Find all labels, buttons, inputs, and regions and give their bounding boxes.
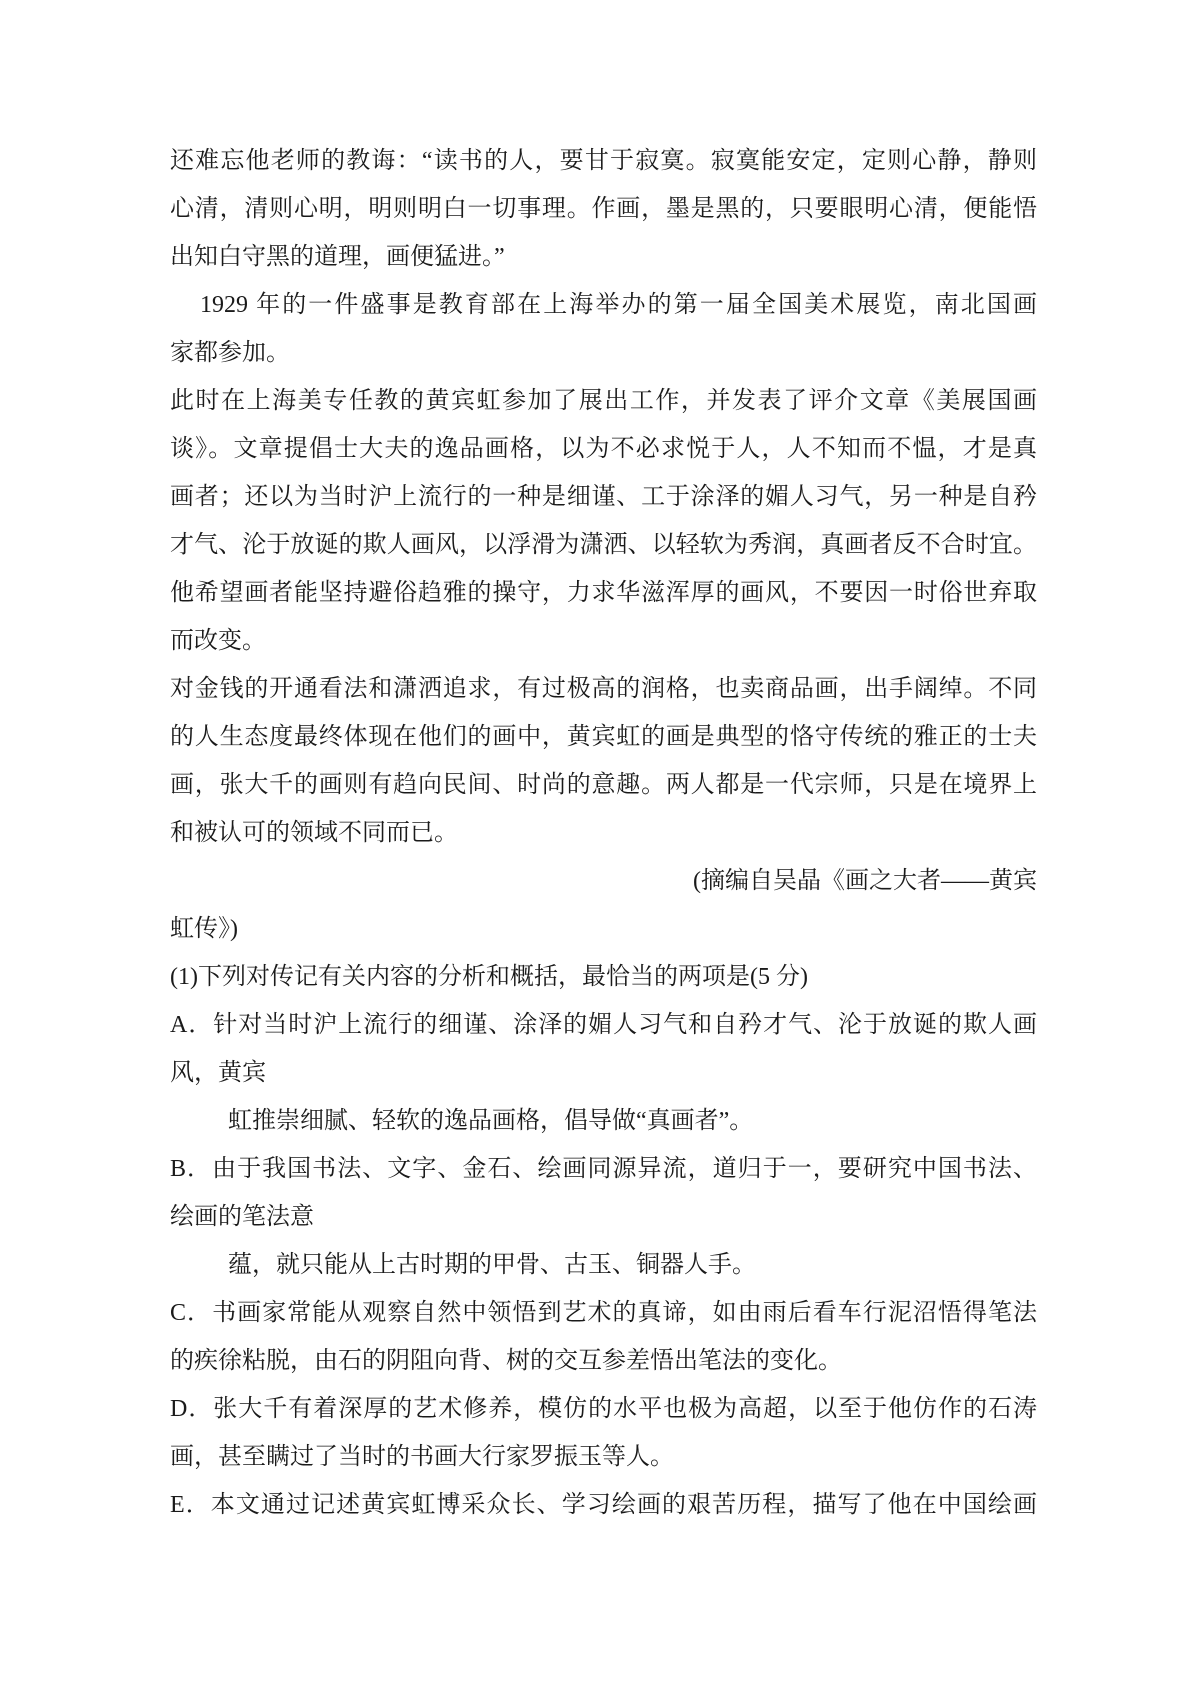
option-d-line: 画，甚至瞒过了当时的书画大行家罗振玉等人。 bbox=[170, 1444, 674, 1470]
passage-line: 他希望画者能坚持避俗趋雅的操守，力求华滋浑厚的画风，不要因一时俗世弃取 bbox=[170, 580, 1037, 606]
option-d-line: D．张大千有着深厚的艺术修养，模仿的水平也极为高超，以至于他仿作的石涛 bbox=[170, 1396, 1037, 1422]
passage-line: 此时在上海美专任教的黄宾虹参加了展出工作，并发表了评介文章《美展国画 bbox=[170, 388, 1037, 414]
option-b-line: 绘画的笔法意 bbox=[170, 1204, 314, 1230]
passage-line: 才气、沦于放诞的欺人画风，以浮滑为潇洒、以轻软为秀润，真画者反不合时宜。 bbox=[170, 532, 1037, 558]
option-c-line: C．书画家常能从观察自然中领悟到艺术的真谛，如由雨后看车行泥沼悟得笔法 bbox=[170, 1300, 1037, 1326]
option-b-line: B．由于我国书法、文字、金石、绘画同源异流，道归于一，要研究中国书法、 bbox=[170, 1156, 1037, 1182]
passage-line: 家都参加。 bbox=[170, 340, 290, 366]
attribution-line: 虹传》) bbox=[170, 916, 238, 942]
option-b-line: 蕴，就只能从上古时期的甲骨、古玉、铜器人手。 bbox=[228, 1252, 756, 1278]
passage-line: 和被认可的领域不同而已。 bbox=[170, 820, 458, 846]
option-e-line: E．本文通过记述黄宾虹博采众长、学习绘画的艰苦历程，描写了他在中国绘画 bbox=[170, 1492, 1037, 1518]
passage-line: 对金钱的开通看法和潇洒追求，有过极高的润格，也卖商品画，出手阔绰。不同 bbox=[170, 676, 1037, 702]
passage-line: 还难忘他老师的教诲：“读书的人，要甘于寂寞。寂寞能安定，定则心静，静则 bbox=[170, 148, 1037, 174]
passage-line: 心清，清则心明，明则明白一切事理。作画，墨是黑的，只要眼明心清，便能悟 bbox=[170, 196, 1037, 222]
passage-body bbox=[170, 137, 1037, 1529]
option-a-line: 虹推崇细腻、轻软的逸品画格，倡导做“真画者”。 bbox=[228, 1108, 754, 1134]
passage-line: 画，张大千的画则有趋向民间、时尚的意趣。两人都是一代宗师，只是在境界上 bbox=[170, 772, 1037, 798]
attribution-line: (摘编自吴晶《画之大者——黄宾 bbox=[693, 868, 1037, 894]
passage-line: 画者；还以为当时沪上流行的一种是细谨、工于涂泽的媚人习气，另一种是自矜 bbox=[170, 484, 1037, 510]
passage-line: 的人生态度最终体现在他们的画中，黄宾虹的画是典型的恪守传统的雅正的士夫 bbox=[170, 724, 1037, 750]
option-a-line: A．针对当时沪上流行的细谨、涂泽的媚人习气和自矜才气、沦于放诞的欺人画 bbox=[170, 1012, 1037, 1038]
question-stem: (1)下列对传记有关内容的分析和概括，最恰当的两项是(5 分) bbox=[170, 964, 808, 990]
passage-line: 出知白守黑的道理，画便猛进。” bbox=[170, 244, 505, 270]
passage-line: 而改变。 bbox=[170, 628, 266, 654]
option-c-line: 的疾徐粘脱，由石的阴阻向背、树的交互参差悟出笔法的变化。 bbox=[170, 1348, 842, 1374]
passage-line: 1929 年的一件盛事是教育部在上海举办的第一届全国美术展览，南北国画 bbox=[200, 292, 1037, 318]
passage-line: 谈》。文章提倡士大夫的逸品画格，以为不必求悦于人，人不知而不愠，才是真 bbox=[170, 436, 1037, 462]
option-a-line: 风，黄宾 bbox=[170, 1060, 266, 1086]
